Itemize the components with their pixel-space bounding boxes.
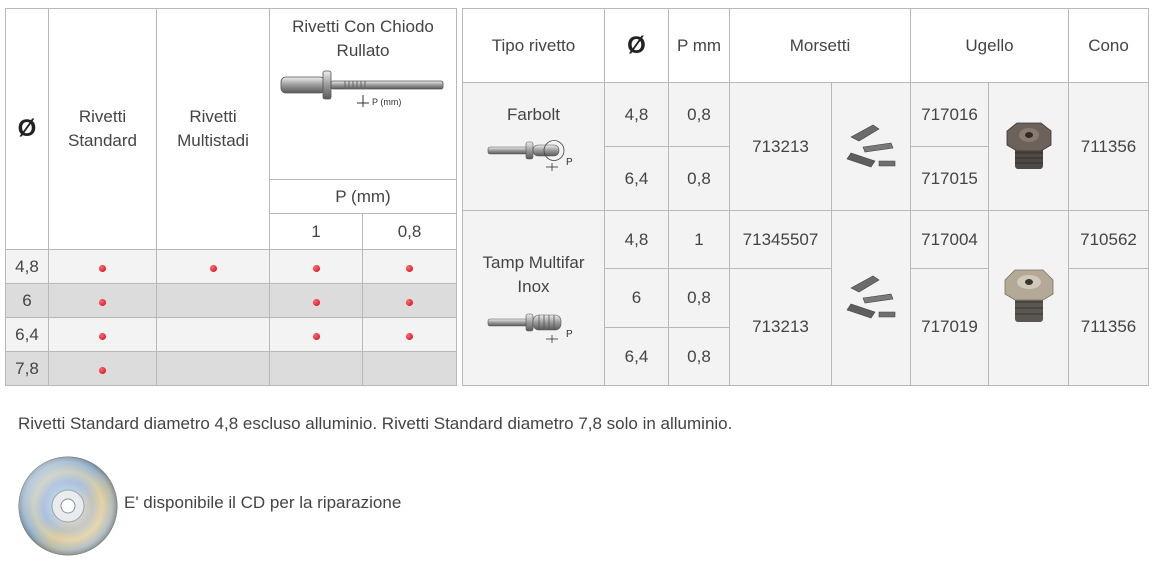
tamp-p2: 0,8 bbox=[669, 269, 730, 328]
available-dot bbox=[99, 367, 106, 374]
cono-header: Cono bbox=[1069, 9, 1149, 83]
available-dot bbox=[313, 299, 320, 306]
available-dot bbox=[99, 333, 106, 340]
farbolt-ugello-1: 717016 bbox=[911, 83, 989, 147]
tamp-p-label: P bbox=[565, 329, 573, 340]
rivet-rolled-icon bbox=[273, 63, 453, 115]
p-value-08: 0,8 bbox=[363, 214, 457, 250]
rivet-rolled-label: P (mm) bbox=[372, 97, 402, 107]
table-row bbox=[463, 83, 1149, 147]
nozzle-cell-2 bbox=[989, 211, 1069, 386]
diameter-header-right: Ø bbox=[605, 9, 669, 83]
right-spare-parts-table bbox=[462, 8, 1149, 386]
table-row bbox=[463, 211, 1149, 269]
tipo-header: Tipo rivetto bbox=[463, 9, 605, 83]
jaws-icon bbox=[841, 268, 901, 328]
tamp-p3: 0,8 bbox=[669, 328, 730, 386]
p-header: P mm bbox=[669, 9, 730, 83]
table-row bbox=[6, 284, 457, 318]
chiodo-header-cell bbox=[270, 9, 457, 180]
tamp-d3: 6,4 bbox=[605, 328, 669, 386]
farbolt-p2: 0,8 bbox=[669, 147, 730, 211]
ugello-header: Ugello bbox=[911, 9, 1069, 83]
cd-icon bbox=[18, 456, 118, 556]
row-diameter: 4,8 bbox=[6, 250, 49, 284]
chiodo-header: Rivetti Con Chiodo Rullato bbox=[292, 17, 434, 60]
tamp-p1: 1 bbox=[669, 211, 730, 269]
diameter-header: Ø bbox=[6, 9, 49, 250]
farbolt-d1: 4,8 bbox=[605, 83, 669, 147]
farbolt-d2: 6,4 bbox=[605, 147, 669, 211]
available-dot bbox=[406, 299, 413, 306]
row-diameter: 6,4 bbox=[6, 318, 49, 352]
available-dot bbox=[210, 265, 217, 272]
jaws-icon bbox=[841, 117, 901, 177]
left-compatibility-table bbox=[5, 8, 457, 386]
farbolt-ugello-2: 717015 bbox=[911, 147, 989, 211]
table-row bbox=[6, 352, 457, 386]
farbolt-rivet-icon bbox=[484, 133, 584, 173]
available-dot bbox=[99, 299, 106, 306]
tamp-name: Tamp Multifar Inox bbox=[482, 253, 585, 296]
tamp-cono-2: 711356 bbox=[1069, 269, 1149, 386]
nozzle-dark-icon bbox=[1001, 117, 1057, 177]
tamp-ugello-1: 717004 bbox=[911, 211, 989, 269]
farbolt-cono: 711356 bbox=[1069, 83, 1149, 211]
tamp-cono-1: 710562 bbox=[1069, 211, 1149, 269]
available-dot bbox=[99, 265, 106, 272]
farbolt-morsetti: 713213 bbox=[730, 83, 832, 211]
morsetti-header: Morsetti bbox=[730, 9, 911, 83]
tamp-ugello-2: 717019 bbox=[911, 269, 989, 386]
tamp-rivet-icon bbox=[484, 305, 584, 345]
farbolt-p1: 0,8 bbox=[669, 83, 730, 147]
table-row bbox=[6, 318, 457, 352]
row-diameter: 6 bbox=[6, 284, 49, 318]
aluminium-note: Rivetti Standard diametro 4,8 escluso alluminio. Rivetti Standard diametro 7,8 solo in alluminio. bbox=[18, 414, 733, 433]
available-dot bbox=[313, 333, 320, 340]
multistadi-header: Rivetti Multistadi bbox=[157, 9, 270, 250]
cd-available-text: E' disponibile il CD per la riparazione bbox=[124, 493, 402, 512]
jaws-cell-2 bbox=[832, 211, 911, 386]
tamp-d1: 4,8 bbox=[605, 211, 669, 269]
tamp-cell bbox=[463, 211, 605, 386]
nozzle-light-icon bbox=[999, 266, 1059, 330]
available-dot bbox=[406, 265, 413, 272]
farbolt-p-label: P bbox=[565, 157, 573, 168]
farbolt-cell bbox=[463, 83, 605, 211]
available-dot bbox=[406, 333, 413, 340]
farbolt-name: Farbolt bbox=[507, 105, 560, 124]
table-row bbox=[6, 250, 457, 284]
p-mm-header: P (mm) bbox=[270, 180, 457, 214]
tamp-morsetti-2: 713213 bbox=[730, 269, 832, 386]
row-diameter: 7,8 bbox=[6, 352, 49, 386]
standard-header: Rivetti Standard bbox=[49, 9, 157, 250]
available-dot bbox=[313, 265, 320, 272]
jaws-cell bbox=[832, 83, 911, 211]
tamp-d2: 6 bbox=[605, 269, 669, 328]
p-value-1: 1 bbox=[270, 214, 363, 250]
tamp-morsetti-1: 71345507 bbox=[730, 211, 832, 269]
nozzle-cell bbox=[989, 83, 1069, 211]
